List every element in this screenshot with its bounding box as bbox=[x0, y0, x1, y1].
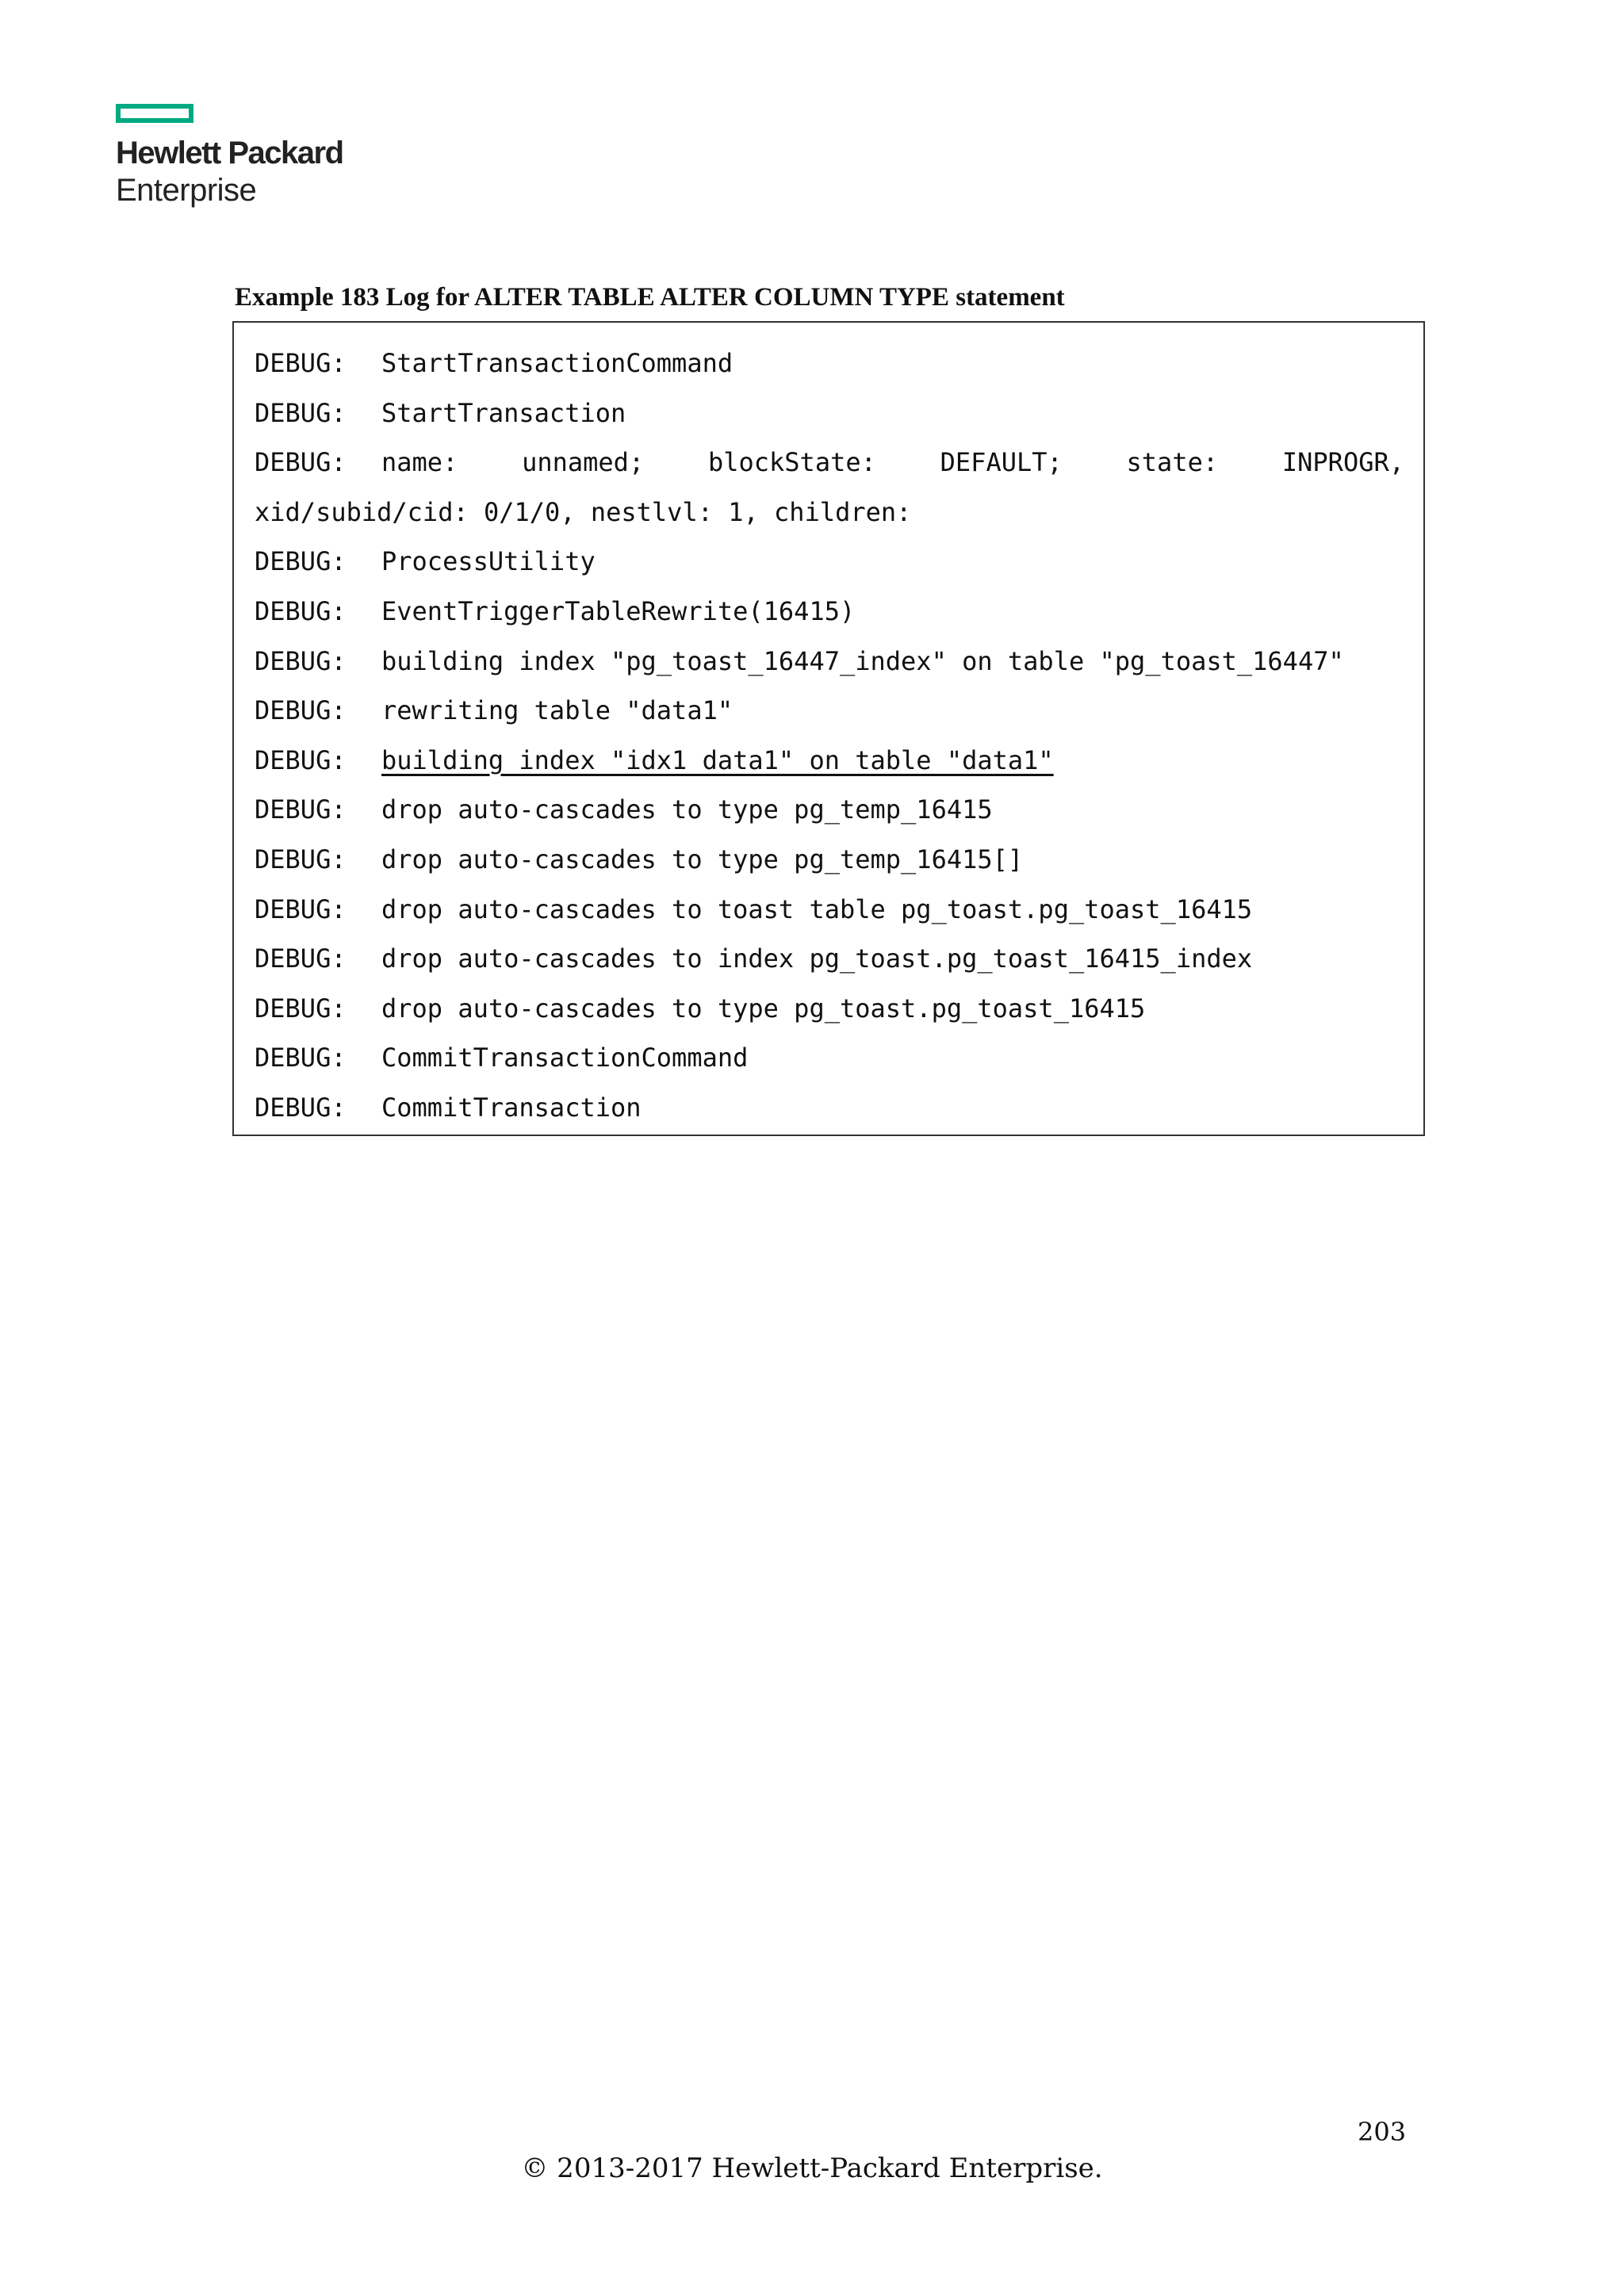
log-line bbox=[255, 785, 1403, 835]
log-level: DEBUG: bbox=[255, 943, 347, 974]
log-message: name: unnamed; blockState: DEFAULT; state: INPROGR, bbox=[381, 447, 1404, 478]
log-line bbox=[255, 388, 1403, 438]
log-level: DEBUG: bbox=[255, 695, 347, 726]
example-caption: Example 183 Log for ALTER TABLE ALTER COLUMN TYPE statement bbox=[235, 283, 1065, 312]
log-line bbox=[255, 686, 1403, 736]
log-message: drop auto-cascades to type pg_toast.pg_toast_16415 bbox=[381, 993, 1146, 1024]
log-message: ProcessUtility bbox=[381, 546, 596, 577]
log-level: DEBUG: bbox=[255, 1092, 347, 1123]
log-level: DEBUG: bbox=[255, 397, 347, 428]
log-message: EventTriggerTableRewrite(16415) bbox=[381, 595, 856, 626]
hpe-logo bbox=[116, 104, 370, 215]
copyright-notice: © 2013-2017 Hewlett-Packard Enterprise. bbox=[521, 2152, 1103, 2184]
log-message: drop auto-cascades to index pg_toast.pg_toast_16415_index bbox=[381, 943, 1253, 974]
log-message: xid/subid/cid: 0/1/0, nestlvl: 1, children: bbox=[255, 496, 912, 527]
log-level: DEBUG: bbox=[255, 447, 347, 478]
log-line bbox=[255, 1083, 1403, 1133]
log-level: DEBUG: bbox=[255, 348, 347, 378]
log-message: rewriting table "data1" bbox=[381, 695, 733, 726]
log-message: building index "idx1_data1" on table "data1" bbox=[381, 744, 1054, 775]
log-level: DEBUG: bbox=[255, 595, 347, 626]
log-line bbox=[255, 1033, 1403, 1083]
log-message: CommitTransaction bbox=[381, 1092, 642, 1123]
log-message: CommitTransactionCommand bbox=[381, 1043, 749, 1073]
log-line-continuation bbox=[255, 488, 1403, 538]
logo-text-line1: Hewlett Packard bbox=[116, 136, 343, 170]
log-listing bbox=[232, 321, 1425, 1136]
log-line bbox=[255, 885, 1403, 935]
log-line bbox=[255, 984, 1403, 1034]
log-line bbox=[255, 537, 1403, 587]
log-message: StartTransactionCommand bbox=[381, 348, 733, 378]
log-message: drop auto-cascades to type pg_temp_16415[] bbox=[381, 844, 1024, 874]
log-line bbox=[255, 934, 1403, 984]
log-message: drop auto-cascades to type pg_temp_16415 bbox=[381, 794, 993, 825]
log-line bbox=[255, 835, 1403, 885]
logo-bar-icon bbox=[116, 104, 193, 123]
log-level: DEBUG: bbox=[255, 894, 347, 924]
log-level: DEBUG: bbox=[255, 794, 347, 825]
log-level: DEBUG: bbox=[255, 645, 347, 676]
log-level: DEBUG: bbox=[255, 993, 347, 1024]
page-number: 203 bbox=[1358, 2117, 1407, 2147]
log-level: DEBUG: bbox=[255, 744, 347, 775]
log-lines bbox=[255, 339, 1403, 1133]
log-level: DEBUG: bbox=[255, 1043, 347, 1073]
log-message: StartTransaction bbox=[381, 397, 626, 428]
log-line bbox=[255, 339, 1403, 388]
log-level: DEBUG: bbox=[255, 546, 347, 577]
log-line bbox=[255, 587, 1403, 637]
log-line-highlighted bbox=[255, 736, 1403, 786]
logo-text-line2: Enterprise bbox=[116, 173, 257, 208]
log-line bbox=[255, 637, 1403, 687]
log-line bbox=[255, 438, 1403, 488]
log-message: drop auto-cascades to toast table pg_toast.pg_toast_16415 bbox=[381, 894, 1253, 924]
log-level: DEBUG: bbox=[255, 844, 347, 874]
log-message: building index "pg_toast_16447_index" on table "pg_toast_16447" bbox=[381, 645, 1344, 676]
